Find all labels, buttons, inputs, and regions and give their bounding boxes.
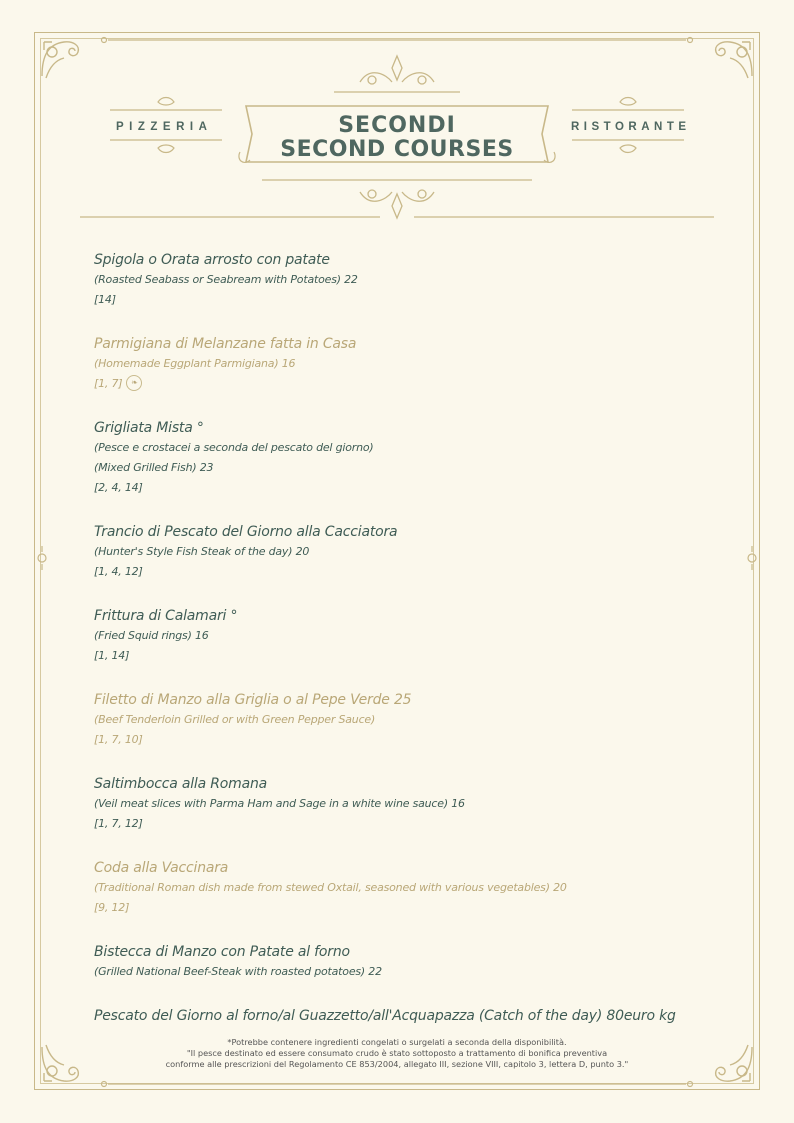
page-subtitle: SECOND COURSES bbox=[280, 137, 514, 162]
dish-allergens: [1, 14] bbox=[94, 649, 130, 662]
corner-flourish-icon bbox=[38, 1041, 84, 1087]
footer-note-line: conforme alle prescrizioni del Regolamento CE 853/2004, allegato III, sezione VIII, capitolo 3, lettera D, punto 3." bbox=[165, 1059, 629, 1069]
dish-allergens: [9, 12] bbox=[94, 901, 130, 914]
dish-name: Parmigiana di Melanzane fatta in Casa bbox=[94, 336, 357, 352]
dish-allergens: [1, 4, 12] bbox=[94, 565, 143, 578]
dish-allergens: [2, 4, 14] bbox=[94, 481, 143, 494]
menu-item bbox=[94, 690, 734, 750]
pizzeria-tag: PIZZERIA bbox=[116, 121, 213, 133]
top-divider-ornament bbox=[100, 34, 694, 46]
corner-flourish-icon bbox=[38, 36, 84, 82]
dish-name: Spigola o Orata arrosto con patate bbox=[94, 252, 330, 268]
left-side-ornament bbox=[36, 544, 48, 572]
menu-item bbox=[94, 606, 734, 666]
dish-description: (Mixed Grilled Fish) 23 bbox=[94, 461, 214, 474]
dish-description: (Pesce e crostacei a seconda del pescato del giorno) bbox=[94, 441, 374, 454]
menu-item bbox=[94, 522, 734, 582]
right-side-ornament bbox=[746, 544, 758, 572]
corner-flourish-icon bbox=[710, 1041, 756, 1087]
corner-flourish-icon bbox=[710, 36, 756, 82]
bottom-divider-ornament bbox=[100, 1078, 694, 1090]
footer-notes bbox=[94, 1037, 700, 1070]
menu-item bbox=[94, 774, 734, 834]
menu-item bbox=[94, 250, 734, 310]
dish-allergens: [1, 7, 12] bbox=[94, 817, 143, 830]
dish-name: Bistecca di Manzo con Patate al forno bbox=[94, 944, 350, 960]
ristorante-tag: RISTORANTE bbox=[571, 121, 691, 133]
dish-description: (Homemade Eggplant Parmigiana) 16 bbox=[94, 357, 296, 370]
dish-allergens: [1, 7, 10] bbox=[94, 733, 143, 746]
dish-name: Filetto di Manzo alla Griglia o al Pepe Verde 25 bbox=[94, 692, 412, 708]
menu-item bbox=[94, 334, 734, 394]
menu-item bbox=[94, 1006, 734, 1026]
dish-description: (Fried Squid rings) 16 bbox=[94, 629, 209, 642]
dish-description: (Veil meat slices with Parma Ham and Sage in a white wine sauce) 16 bbox=[94, 797, 465, 810]
dish-description: (Grilled National Beef-Steak with roasted potatoes) 22 bbox=[94, 965, 382, 978]
dish-description: (Beef Tenderloin Grilled or with Green Pepper Sauce) bbox=[94, 713, 376, 726]
menu-item bbox=[94, 418, 734, 498]
dish-description: (Hunter's Style Fish Steak of the day) 20 bbox=[94, 545, 310, 558]
dish-name: Coda alla Vaccinara bbox=[94, 860, 229, 876]
vegetarian-leaf-icon: ❧ bbox=[126, 375, 142, 391]
dish-name: Grigliata Mista ° bbox=[94, 420, 204, 436]
dish-name: Pescato del Giorno al forno/al Guazzetto/all'Acquapazza (Catch of the day) 80euro kg bbox=[94, 1008, 676, 1024]
dish-name: Frittura di Calamari ° bbox=[94, 608, 238, 624]
page-title: SECONDI bbox=[338, 113, 456, 138]
dish-allergens: [1, 7] bbox=[94, 377, 123, 390]
footer-note-line: *Potrebbe contenere ingredienti congelati o surgelati a seconda della disponibilità. bbox=[227, 1037, 567, 1047]
dish-description: (Traditional Roman dish made from stewed Oxtail, seasoned with various vegetables) 20 bbox=[94, 881, 567, 894]
menu-item bbox=[94, 942, 734, 982]
menu-item bbox=[94, 858, 734, 918]
dish-name: Saltimbocca alla Romana bbox=[94, 776, 267, 792]
footer-note-line: "Il pesce destinato ed essere consumato crudo è stato sottoposto a trattamento di bonifica preventiva bbox=[186, 1048, 608, 1058]
dish-name: Trancio di Pescato del Giorno alla Cacciatora bbox=[94, 524, 398, 540]
header-divider-line bbox=[80, 210, 714, 224]
dish-description: (Roasted Seabass or Seabream with Potatoes) 22 bbox=[94, 273, 358, 286]
top-crest-ornament bbox=[330, 52, 464, 100]
dish-allergens: [14] bbox=[94, 293, 116, 306]
